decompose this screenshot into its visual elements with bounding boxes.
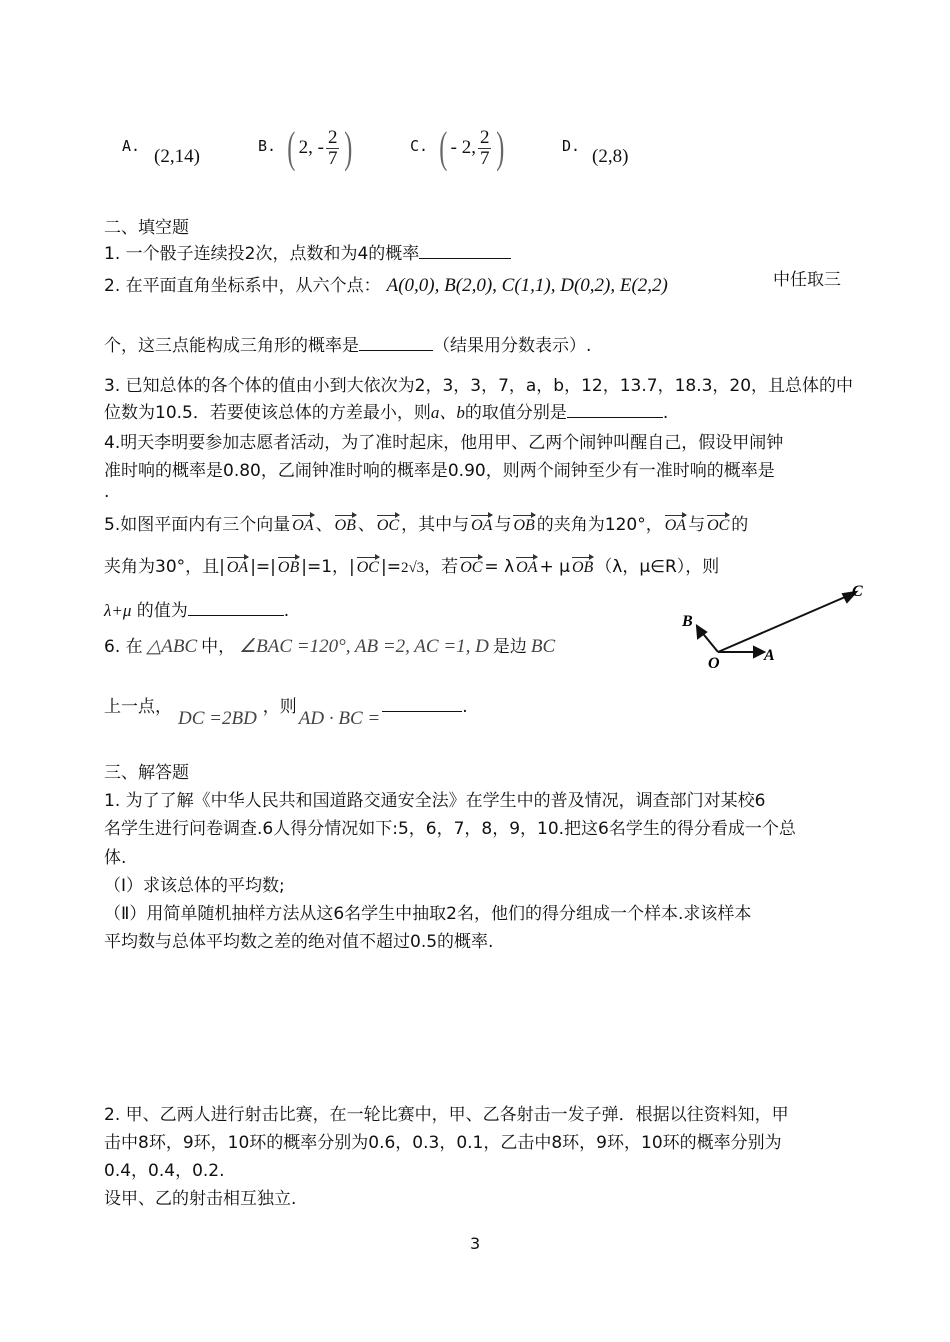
vector-oc-arrow (718, 594, 852, 652)
vector-oa: OA (471, 513, 492, 535)
solve-q1-part2-line2: 平均数与总体平均数之差的绝对值不超过0.5的概率. (104, 932, 494, 952)
fill-q4-line2: 准时响的概率是0.80，乙闹钟准时响的概率是0.90，则两个闹钟至少有一准时响的概率是 (104, 461, 775, 481)
choice-a-value: (2,14) (154, 146, 200, 167)
vector-figure (676, 580, 876, 672)
fill-q1: 1. 一个骰子连续投2次，点数和为4的概率 (104, 239, 511, 264)
solve-q1-line3: 体. (104, 848, 127, 868)
fraction: $\frac{2}{7}$ (327, 126, 338, 169)
solve-q1-line1: 1. 为了了解《中华人民共和国道路交通安全法》在学生中的普及情况，调查部门对某校6 (104, 791, 766, 811)
choice-c-label: C. (410, 137, 429, 155)
label-b: B (682, 613, 693, 630)
vector-ob: OB (572, 555, 593, 577)
vector-oc: OC (460, 555, 482, 577)
vector-oa: OA (292, 513, 313, 535)
fraction: $\frac{2}{7}$ (479, 126, 490, 169)
fill-q2-cont: 个，这三点能构成三角形的概率是 （结果用分数表示）. (104, 336, 592, 356)
vector-ob: OB (513, 513, 534, 535)
vector-oa: OA (227, 555, 248, 577)
left-paren: ( (439, 123, 448, 172)
section-2-title: 二、填空题 (104, 218, 189, 238)
page-number: 3 (470, 1234, 481, 1253)
label-a: A (764, 647, 775, 664)
fill-q2: 2. 在平面直角坐标系中，从六个点： A(0,0), B(2,0), C(1,1), D(0,2), E(2,2) (104, 275, 668, 296)
fill-q4-line3: . (104, 482, 110, 502)
vector-ob: OB (278, 555, 299, 577)
choice-d-label: D. (562, 137, 581, 155)
vector-oc: OC (377, 513, 399, 535)
fill-q3-line1: 3. 已知总体的各个体的值由小到大依次为2，3，3，7，a，b，12，13.7，18.3，20，且总体的中 (104, 376, 854, 396)
fill-q5-line2: 夹角为30°，且| OA |=| OB |=1，| OC |=2√3，若 OC = λ OA + μ OB （λ，μ∈R），则 (104, 557, 720, 577)
label-o: O (708, 655, 720, 672)
choice-b-label: B. (258, 137, 277, 155)
vector-oa: OA (665, 513, 686, 535)
choice-b-value: ( 2, - $\frac{2}{7}$ ) (287, 123, 353, 172)
solve-q1-part2-line1: （Ⅱ）用简单随机抽样方法从这6名学生中抽取2名，他们的得分组成一个样本.求该样本 (104, 904, 752, 924)
answer-blank (382, 695, 462, 712)
solve-q1-part1: （Ⅰ）求该总体的平均数; (104, 876, 285, 896)
choice-c-value: ( - 2, $\frac{2}{7}$ ) (439, 123, 505, 172)
fill-q5-line3: λ+μ 的值为 . (104, 601, 290, 621)
vector-ob: OB (335, 513, 356, 535)
choice-a-label: A. (122, 137, 141, 155)
left-paren: ( (287, 123, 296, 172)
label-c: C (852, 583, 863, 600)
answer-blank (359, 334, 433, 351)
vector-oc: OC (707, 513, 729, 535)
section-3-title: 三、解答题 (104, 763, 189, 783)
solve-q2-line1: 2. 甲、乙两人进行射击比赛，在一轮比赛中，甲、乙各射击一发子弹．根据以往资料知，甲 (104, 1105, 789, 1125)
q2-points: A(0,0), B(2,0), C(1,1), D(0,2), E(2,2) (386, 275, 668, 296)
fill-q6-line2: 上一点， DC =2BD ，则 AD · BC = . (104, 697, 468, 729)
right-paren: ) (344, 123, 353, 172)
choice-a (122, 136, 140, 156)
solve-q1-line2: 名学生进行问卷调查.6人得分情况如下:5，6，7，8，9，10.把这6名学生的得分看成一个总 (104, 819, 796, 839)
vector-oc: OC (357, 555, 379, 577)
solve-q2-line3: 0.4，0.4，0.2. (104, 1161, 225, 1181)
answer-blank (188, 599, 284, 616)
fill-q6-line1: 6. 在 △ABC 中， ∠BAC =120°, AB =2, AC =1, D 是边 BC (104, 636, 556, 657)
solve-q2-line4: 设甲、乙的射击相互独立. (104, 1189, 297, 1209)
answer-blank (419, 242, 511, 259)
fill-q5-line1: 5.如图平面内有三个向量 OA 、 OB 、 OC ，其中与 OA 与 OB 的夹角为120°， OA 与 OC 的 (104, 515, 749, 535)
fill-q3-line2: 位数为10.5．若要使该总体的方差最小，则a、b的取值分别是 . (104, 403, 669, 423)
solve-q2-line2: 击中8环，9环，10环的概率分别为0.6，0.3，0.1，乙击中8环，9环，10环的概率分别为 (104, 1133, 782, 1153)
answer-blank (567, 401, 663, 418)
fill-q4-line1: 4.明天李明要参加志愿者活动，为了准时起床，他用甲、乙两个闹钟叫醒自己，假设甲闹钟 (104, 433, 784, 453)
arrowhead-a (754, 647, 764, 657)
choice-d-value: (2,8) (592, 146, 629, 167)
q2-tail: 中任取三 (773, 270, 841, 290)
right-paren: ) (496, 123, 505, 172)
vector-oa: OA (516, 555, 537, 577)
